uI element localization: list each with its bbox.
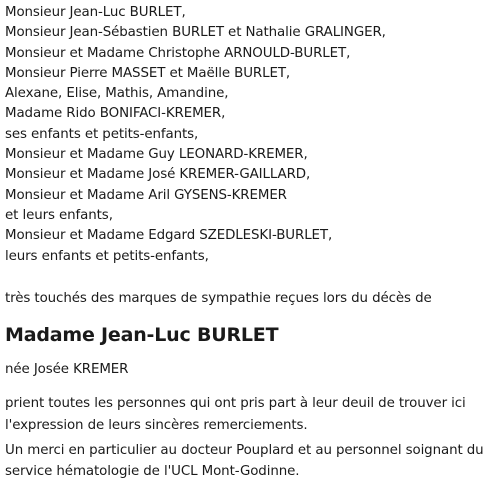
family-line: Madame Rido BONIFACI-KREMER, (5, 106, 226, 122)
family-line: Monsieur Jean-Luc BURLET, (5, 5, 186, 20)
paragraph-line: prient toutes les personnes qui ont pris part à leur deuil de trouver ici (5, 396, 466, 412)
maiden-name: née Josée KREMER (5, 362, 129, 378)
family-line: Monsieur et Madame Guy LEONARD-KREMER, (5, 147, 308, 163)
intro-text: très touchés des marques de sympathie reçues lors du décès de (5, 290, 432, 306)
family-line: Alexane, Elise, Mathis, Amandine, (5, 86, 229, 102)
special-thanks-paragraph (5, 440, 497, 483)
spacer (5, 267, 497, 289)
paragraph-line: Un merci en particulier au docteur Pouplard et au personnel soignant du (5, 442, 484, 458)
obituary-thanks-notice (5, 3, 497, 483)
family-line: Monsieur Pierre MASSET et Maëlle BURLET, (5, 65, 291, 81)
family-line: Monsieur et Madame José KREMER-GAILLARD, (5, 167, 311, 183)
family-line: Monsieur et Madame Christophe ARNOULD-BURLET, (5, 45, 351, 61)
family-line: Monsieur Jean-Sébastien BURLET et Nathalie GRALINGER, (5, 25, 386, 41)
family-line: Monsieur et Madame Edgard SZEDLESKI-BURLET, (5, 228, 333, 244)
deceased-name: Madame Jean-Luc BURLET (5, 324, 279, 347)
family-line: et leurs enfants, (5, 207, 113, 223)
family-line: ses enfants et petits-enfants, (5, 126, 199, 142)
paragraph-line: l'expression de leurs sincères remerciements. (5, 418, 308, 434)
family-list (5, 3, 497, 267)
family-line: leurs enfants et petits-enfants, (5, 248, 209, 264)
family-line: Monsieur et Madame Aril GYSENS-KREMER (5, 187, 287, 203)
thanks-paragraph (5, 393, 497, 436)
paragraph-line: service hématologie de l'UCL Mont-Godinne. (5, 464, 300, 480)
